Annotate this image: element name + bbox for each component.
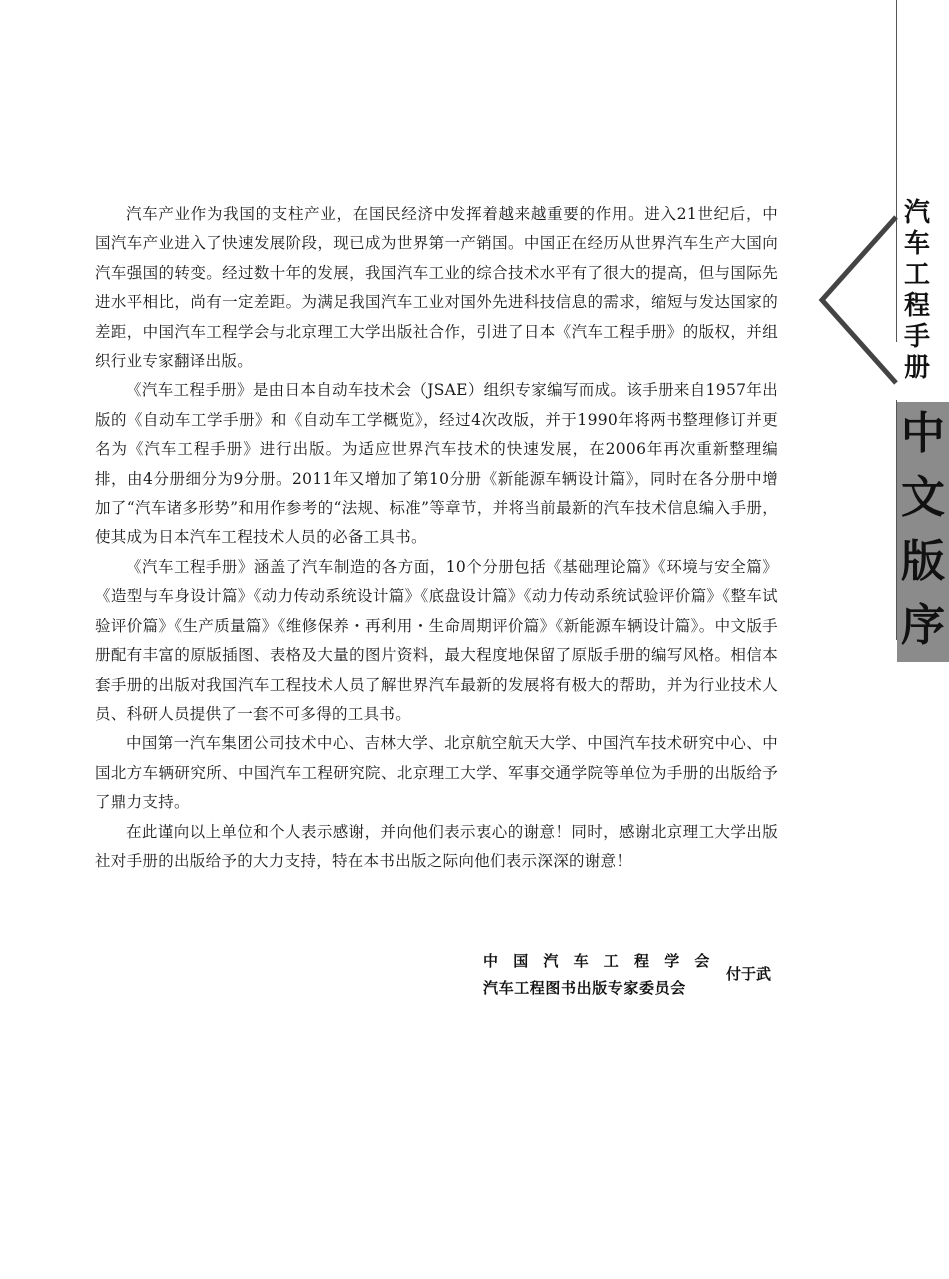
signature-org-line1: 中国汽车工程学会 bbox=[483, 952, 725, 970]
section-tab-char: 版 bbox=[901, 536, 945, 587]
book-title-char: 册 bbox=[903, 353, 930, 383]
book-title-char: 工 bbox=[903, 260, 930, 290]
paragraph: 《汽车工程手册》是由日本自动车技术会（JSAE）组织专家编写而成。该手册来自1957年出版的《自动车工学手册》和《自动车工学概览》，经过4次改版，并于1990年将两书整理修订并更名为《汽车工程手册》进行出版。为适应世界汽车技术的快速发展，在2006年再次重新整理编排，由4分册细分为9分册。2011年又增加了第10分册《新能源车辆设计篇》，同时在各分册中增加了“汽车诸多形势”和用作参考的“法规、标准”等章节，并将当前最新的汽车技术信息编入手册，使其成为日本汽车工程技术人员的必备工具书。 bbox=[95, 381, 778, 547]
chevron-left-icon bbox=[818, 215, 898, 385]
paragraph: 在此谨向以上单位和个人表示感谢，并向他们表示衷心的谢意！同时，感谢北京理工大学出版社对手册的出版给予的大力支持，特在本书出版之际向他们表示深深的谢意！ bbox=[95, 822, 778, 870]
section-tab-char: 文 bbox=[901, 472, 945, 523]
signature-name: 付于武 bbox=[726, 965, 772, 983]
book-title-char: 汽 bbox=[903, 198, 930, 228]
book-title-char: 车 bbox=[903, 229, 930, 259]
book-title-vertical bbox=[900, 198, 934, 384]
paragraph: 《汽车工程手册》涵盖了汽车制造的各方面，10个分册包括《基础理论篇》《环境与安全篇》《造型与车身设计篇》《动力传动系统设计篇》《底盘设计篇》《动力传动系统试验评价篇》《整车试验评价篇》《生产质量篇》《维修保养・再利用・生命周期评价篇》《新能源车辆设计篇》。中文版手册配有丰富的原版插图、表格及大量的图片资料，最大程度地保留了原版手册的编写风格。相信本套手册的出版对我国汽车工程技术人员了解世界汽车最新的发展将有极大的帮助，并为行业技术人员、科研人员提供了一套不可多得的工具书。 bbox=[95, 557, 778, 723]
section-tab bbox=[897, 402, 949, 662]
preface-body bbox=[95, 200, 778, 876]
section-tab-char: 序 bbox=[901, 600, 945, 651]
section-tab-char: 中 bbox=[901, 408, 945, 459]
book-title-char: 手 bbox=[903, 322, 930, 352]
paragraph: 中国第一汽车集团公司技术中心、吉林大学、北京航空航天大学、中国汽车技术研究中心、中国北方车辆研究所、中国汽车工程研究院、北京理工大学、军事交通学院等单位为手册的出版给予了鼎力支持。 bbox=[95, 734, 778, 812]
book-title-char: 程 bbox=[903, 291, 930, 321]
paragraph: 汽车产业作为我国的支柱产业，在国民经济中发挥着越来越重要的作用。进入21世纪后，中国汽车产业进入了快速发展阶段，现已成为世界第一产销国。中国正在经历从世界汽车生产大国向汽车强国的转变。经过数十年的发展，我国汽车工业的综合技术水平有了很大的提高，但与国际先进水平相比，尚有一定差距。为满足我国汽车工业对国外先进科技信息的需求，缩短与发达国家的差距，中国汽车工程学会与北京理工大学出版社合作，引进了日本《汽车工程手册》的版权，并组织行业专家翻译出版。 bbox=[95, 205, 778, 371]
signature-organization bbox=[483, 948, 725, 1002]
signature-org-line2: 汽车工程图书出版专家委员会 bbox=[483, 979, 686, 997]
